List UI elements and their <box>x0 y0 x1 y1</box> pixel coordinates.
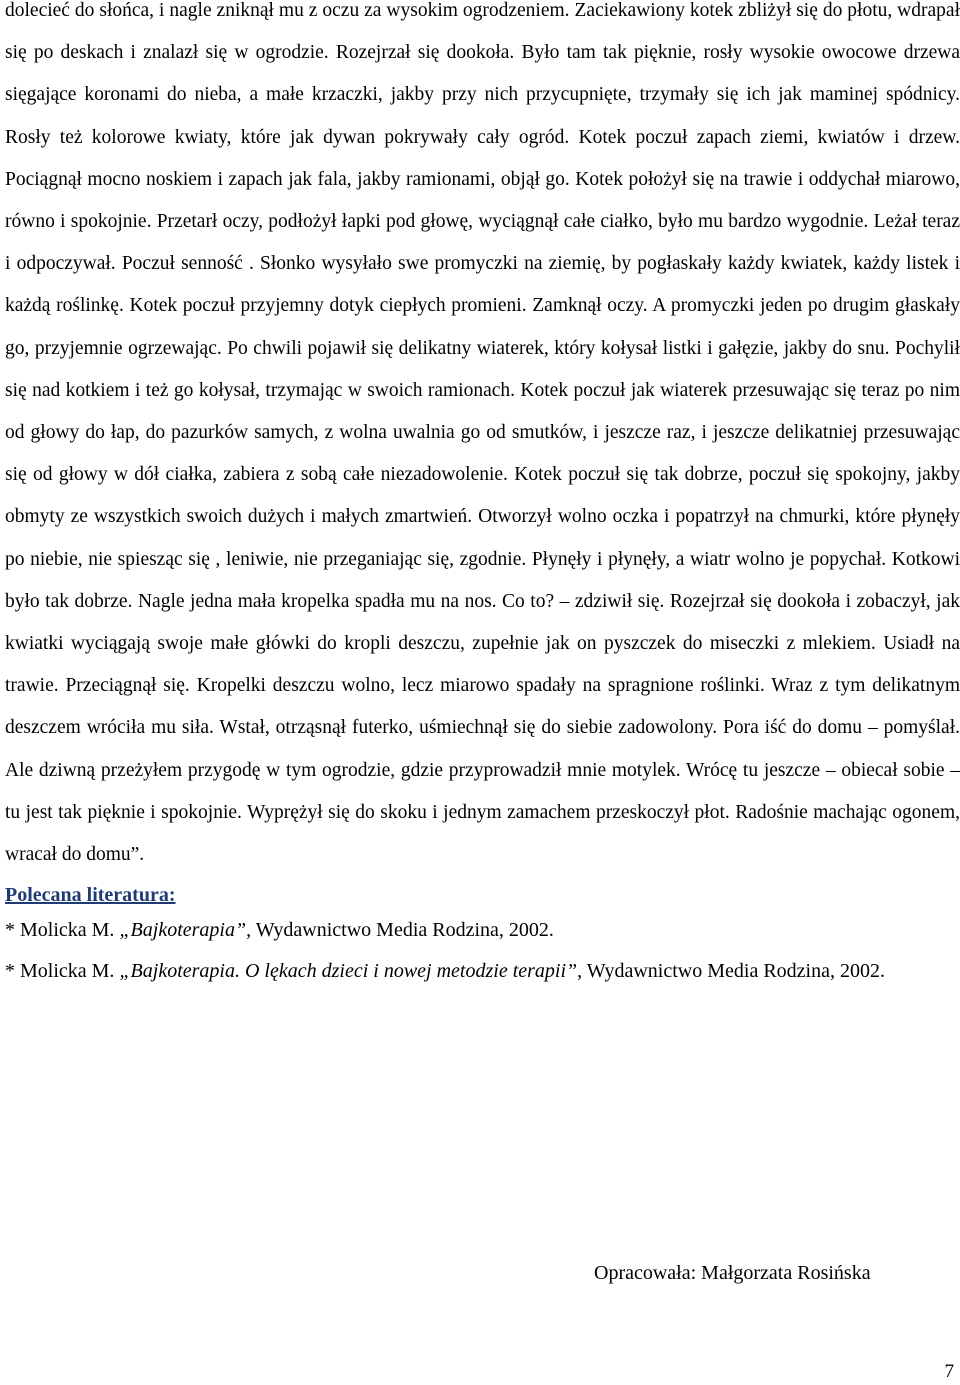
literature-item-1-suffix: , Wydawnictwo Media Rodzina, 2002. <box>246 919 554 942</box>
literature-item-2-prefix: * Molicka M. <box>5 960 120 983</box>
author-credit: Opracowała: Małgorzata Rosińska <box>594 1262 871 1284</box>
recommended-literature-heading: Polecana literatura: <box>5 884 176 907</box>
literature-item-1-title: „Bajkoterapia” <box>119 919 247 942</box>
literature-item-2 <box>5 951 960 992</box>
document-page <box>5 0 960 992</box>
page-number: 7 <box>944 1361 954 1382</box>
literature-item-2-suffix: , Wydawnictwo Media Rodzina, 2002. <box>577 960 885 983</box>
literature-item-1-prefix: * Molicka M. <box>5 919 120 942</box>
literature-item-2-title: „Bajkoterapia. O lękach dzieci i nowej metodzie terapii” <box>119 960 578 983</box>
literature-item-1 <box>5 910 960 951</box>
story-paragraph: dolecieć do słońca, i nagle zniknął mu z oczu za wysokim ogrodzeniem. Zaciekawiony kotek zbliżył się do płotu, wdrapał się po deskach i znalazł się w ogrodzie. Rozejrzał się dookoła. Było tam tak pięknie, rosły wysokie owocowe drzewa sięgające koronami do nieba, a małe krzaczki, jakby przy nich przycupnięte, trzymały się ich jak maminej spódnicy. Rosły też kolorowe kwiaty, które jak dywan pokrywały cały ogród. Kotek poczuł zapach ziemi, kwiatów i drzew. Pociągnął mocno noskiem i zapach jak fala, jakby ramionami, objął go. Kotek położył się na trawie i oddychał miarowo, równo i spokojnie. Przetarł oczy, podłożył łapki pod głowę, wyciągnął całe ciałko, było mu bardzo wygodnie. Leżał teraz i odpoczywał. Poczuł senność . Słonko wysyłało swe promyczki na ziemię, by pogłaskały każdy kwiatek, każdy listek i każdą roślinkę. Kotek poczuł przyjemny dotyk ciepłych promieni. Zamknął oczy. A promyczki jeden po drugim głaskały go, przyjemnie ogrzewając. Po chwili pojawił się delikatny wiaterek, który kołysał listki i gałęzie, jakby do snu. Pochylił się nad kotkiem i też go kołysał, trzymając w swoich ramionach. Kotek poczuł jak wiaterek przesuwając się teraz po nim od głowy do łap, do pazurków samych, z wolna uwalnia go od smutków, i jeszcze raz, i jeszcze delikatniej przesuwając się od głowy w dół ciałka, zabiera z sobą całe niezadowolenie. Kotek poczuł się tak dobrze, poczuł się spokojny, jakby obmyty ze wszystkich swoich dużych i małych zmartwień. Otworzył wolno oczka i popatrzył na chmurki, które płynęły po niebie, nie spiesząc się , leniwie, nie przeganiając się, zgodnie. Płynęły i płynęły, a wiatr wolno je popychał. Kotkowi było tak dobrze. Nagle jedna mała kropelka spadła mu na nos. Co to? – zdziwił się. Rozejrzał się dookoła i zobaczył, jak kwiatki wyciągają swoje małe główki do kropli deszczu, zupełnie jak on pyszczek do miseczki z mlekiem. Usiadł na trawie. Przeciągnął się. Kropelki deszczu wolno, lecz miarowo spadały na spragnione roślinki. Wraz z tym delikatnym deszczem wróciła mu siła. Wstał, otrząsnął futerko, uśmiechnął się do siebie zadowolony. Pora iść do domu – pomyślał. Ale dziwną przeżyłem przygodę w tym ogrodzie, gdzie przyprowadził mnie motylek. Wrócę tu jeszcze – obiecał sobie – tu jest tak pięknie i spokojnie. Wyprężył się do skoku i jednym zamachem przeskoczył płot. Radośnie machając ogonem, wracał do domu”. <box>5 0 960 866</box>
